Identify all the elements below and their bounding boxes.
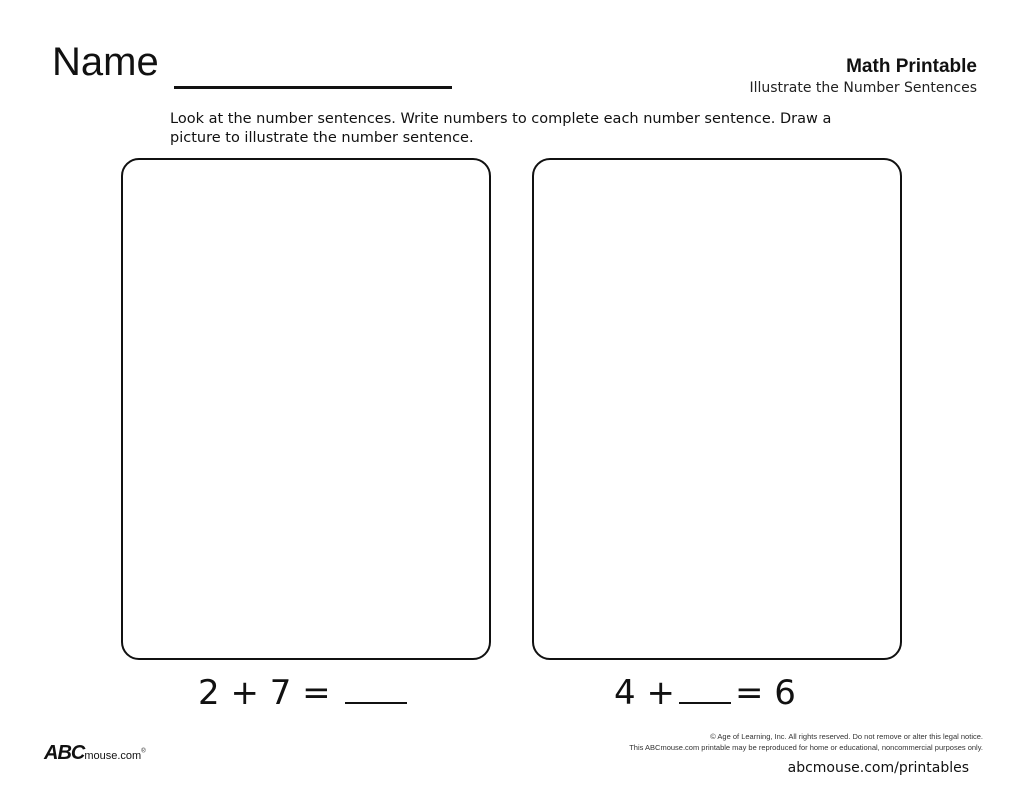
number-sentence-1 — [198, 668, 411, 718]
drawing-box-2 — [532, 158, 902, 660]
answer-blank-2 — [679, 702, 731, 704]
abcmouse-logo — [44, 742, 146, 765]
number-sentence-2-right: = 6 — [734, 673, 796, 713]
worksheet-subtitle: Illustrate the Number Sentences — [749, 80, 977, 96]
number-sentence-1-text: 2 + 7 = — [198, 673, 331, 713]
legal-notice-line-1: © Age of Learning, Inc. All rights reserved. Do not remove or alter this legal notice. — [710, 732, 983, 741]
worksheet-title: Math Printable — [846, 56, 977, 77]
drawing-box-1 — [121, 158, 491, 660]
answer-blank-1 — [345, 702, 407, 704]
logo-registered-mark: ® — [141, 748, 146, 755]
logo-abc: ABC — [44, 742, 85, 764]
legal-notice-line-2: This ABCmouse.com printable may be reproduced for home or educational, noncommercial purposes only. — [629, 743, 983, 752]
name-write-line — [174, 86, 452, 89]
number-sentence-2-left: 4 + — [614, 673, 675, 713]
logo-mouse-com: mouse.com — [84, 750, 142, 762]
legal-notice — [629, 731, 983, 753]
printables-url: abcmouse.com/printables — [787, 760, 969, 776]
instructions-text: Look at the number sentences. Write numbers to complete each number sentence. Draw a picture to illustrate the number sentence. — [170, 111, 832, 146]
number-sentence-2 — [614, 668, 796, 718]
name-label: Name — [52, 40, 159, 84]
